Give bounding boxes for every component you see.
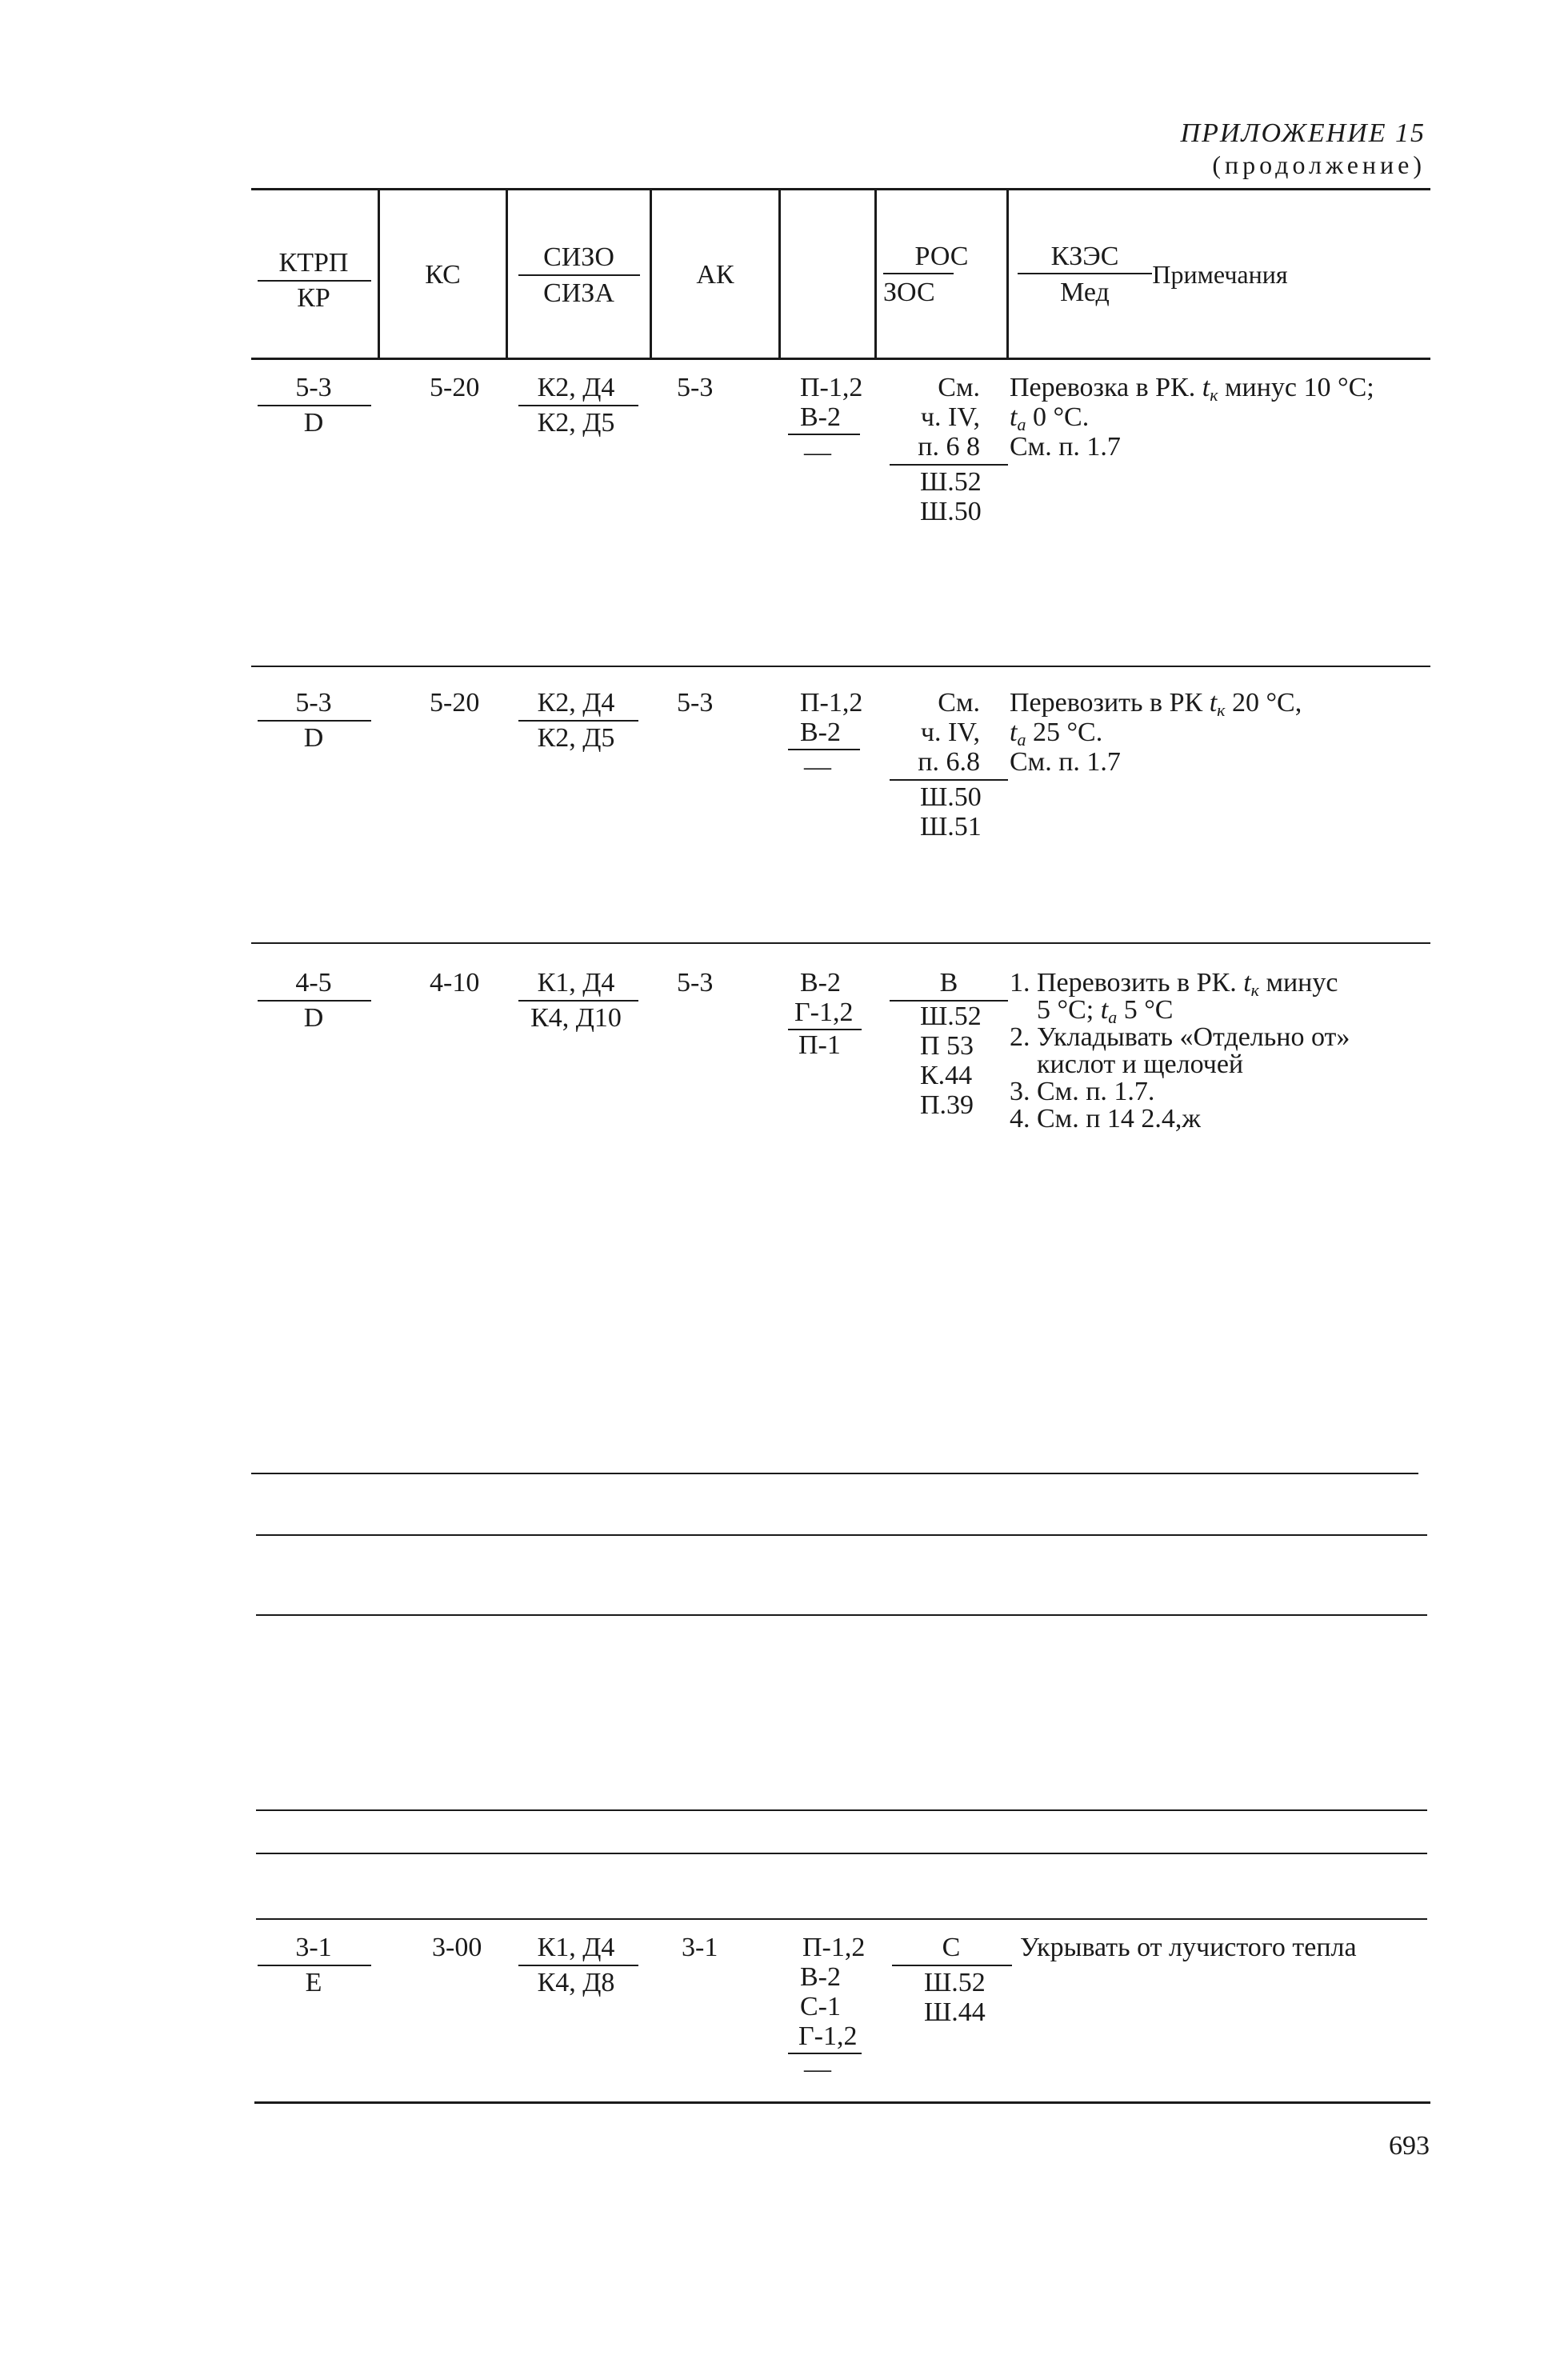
table-row-1-ros-fraction-line [788, 434, 860, 435]
table-row-4-ks: 3-00 [432, 1933, 482, 1962]
table-row-3-kzes-1: В [939, 968, 958, 998]
table-row-3-med-1: Ш.52 [920, 1002, 982, 1031]
table-row-3-note-3: 3. См. п. 1.7. [1010, 1077, 1155, 1106]
table-row-3-ak: 5-3 [677, 968, 714, 998]
table-row-4-kr: Е [305, 1968, 322, 1997]
table-row-3-sizo: К1, Д4 [537, 968, 615, 998]
col-header-ros: РОС [914, 242, 969, 271]
col-header-ktrp-fraction-line [258, 280, 371, 282]
col-header-kr: КР [297, 283, 330, 313]
blank-rule-5 [256, 1918, 1427, 1920]
col-header-ros-fraction-line [883, 273, 954, 274]
col-header-kzes: КЗЭС [1050, 242, 1119, 271]
table-row-1-med-2: Ш.50 [920, 497, 982, 526]
col-divider-2 [506, 190, 508, 358]
table-row-1-notes-line-1: Перевозка в РК. $t_к$ минус 10 °С; [1010, 373, 1374, 405]
table-row-1-ros-1: П-1,2 [800, 373, 863, 402]
table-row-2-kzes-fraction-line [890, 779, 1008, 781]
table-row-3-note-2: 2. Укладывать «Отдельно от» [1010, 1022, 1350, 1052]
table-row-4-notes-line-1: Укрывать от лучистого тепла [1020, 1933, 1357, 1962]
table-row-4-sizo: К1, Д4 [537, 1933, 615, 1962]
table-row-1-siza: К2, Д5 [537, 408, 615, 438]
table-row-2-zos: — [804, 752, 831, 782]
table-row-4-ros-1: П-1,2 [802, 1933, 866, 1962]
table-row-3-ros-2: Г-1,2 [794, 998, 854, 1027]
table-row-2-ks: 5-20 [430, 688, 480, 718]
table-row-1-kzes-2: ч. IV, [920, 402, 980, 432]
table-row-2-notes-line-1: Перевозить в РК $t_к$ 20 °С, [1010, 688, 1302, 720]
row-separator-2 [251, 942, 1430, 944]
table-row-3-med-4: П.39 [920, 1090, 974, 1120]
table-row-4-ak: 3-1 [682, 1933, 718, 1962]
table-row-2-ak: 5-3 [677, 688, 714, 718]
table-row-3-med-2: П 53 [920, 1031, 974, 1061]
table-row-1-sizo-fraction-line [518, 405, 638, 406]
table-row-2-kzes-1: См. [938, 688, 980, 718]
table-row-2-ros-1: П-1,2 [800, 688, 863, 718]
table-row-1-zos: — [804, 438, 831, 467]
table-row-3-ros-1: В-2 [800, 968, 841, 998]
table-row-4-med-2: Ш.44 [924, 1997, 986, 2027]
table-row-2-ros-2: В-2 [800, 718, 841, 747]
table-row-3-ktrp: 4-5 [295, 968, 332, 998]
table-row-1-kzes-1: См. [938, 373, 980, 402]
table-row-2-med-1: Ш.50 [920, 782, 982, 812]
table-row-1-ks: 5-20 [430, 373, 480, 402]
col-divider-6 [1006, 190, 1009, 358]
table-row-1-kzes-fraction-line [890, 464, 1008, 466]
separator-gap [1418, 1473, 1428, 1474]
col-header-ks: КС [425, 260, 461, 290]
table-row-4-sizo-fraction-line [518, 1965, 638, 1966]
blank-rule-2 [256, 1614, 1427, 1616]
table-row-2-kzes-2: ч. IV, [920, 718, 980, 747]
table-row-3-ks: 4-10 [430, 968, 480, 998]
blank-rule-4 [256, 1853, 1427, 1854]
row-separator-3 [251, 1473, 1427, 1474]
table-row-3-siza: К4, Д10 [530, 1003, 622, 1033]
table-row-2-notes-line-2: $t_а$ 25 °С. [1010, 718, 1103, 750]
table-row-4-med-1: Ш.52 [924, 1968, 986, 1997]
table-row-3-ktrp-fraction-line [258, 1000, 371, 1002]
blank-rule-1 [256, 1534, 1427, 1536]
header-bottom-rule [251, 358, 1430, 360]
table-row-1-kzes-3: п. 6 8 [918, 432, 980, 462]
table-row-2-med-2: Ш.51 [920, 812, 982, 842]
table-row-4-ktrp-fraction-line [258, 1965, 371, 1966]
table-row-3-zos: П-1 [798, 1030, 841, 1060]
col-header-ak: АК [696, 260, 734, 290]
table-row-1-sizo: К2, Д4 [537, 373, 615, 402]
table-row-1-kr: D [303, 408, 324, 438]
table-row-2-ktrp: 5-3 [295, 688, 332, 718]
table-row-2-sizo: К2, Д4 [537, 688, 615, 718]
table-row-1-notes-line-2: $t_а$ 0 °С. [1010, 402, 1090, 434]
table-row-1-med-1: Ш.52 [920, 467, 982, 497]
table-row-2-sizo-fraction-line [518, 720, 638, 722]
table-row-2-ktrp-fraction-line [258, 720, 371, 722]
table-row-2-notes-line-3: См. п. 1.7 [1010, 747, 1121, 777]
table-row-4-kzes-1: С [942, 1933, 961, 1962]
table-row-4-kzes-fraction-line [892, 1965, 1012, 1966]
col-header-med: Мед [1060, 278, 1110, 307]
table-row-4-ros-4: Г-1,2 [798, 2021, 858, 2051]
col-divider-5 [874, 190, 877, 358]
table-row-3-note-1-cont: 5 °С; $t_а$ 5 °С [1037, 995, 1174, 1027]
page-number: 693 [1389, 2131, 1430, 2161]
table-row-2-siza: К2, Д5 [537, 723, 615, 753]
table-row-1-ktrp: 5-3 [295, 373, 332, 402]
table-row-4-ros-2: В-2 [800, 1962, 841, 1992]
col-header-zos: ЗОС [883, 278, 935, 307]
table-row-4-ktrp: 3-1 [295, 1933, 332, 1962]
col-header-sizo: СИЗО [543, 242, 614, 272]
table-row-1-ktrp-fraction-line [258, 405, 371, 406]
col-header-sizo-fraction-line [518, 274, 640, 276]
table-row-1-ak: 5-3 [677, 373, 714, 402]
table-row-1-notes-line-3: См. п. 1.7 [1010, 432, 1121, 462]
col-header-siza: СИЗА [543, 278, 614, 308]
table-bottom-rule [254, 2101, 1430, 2104]
col-divider-4 [778, 190, 781, 358]
table-row-4-ros-3: С-1 [800, 1992, 841, 2021]
table-row-2-kr: D [303, 723, 324, 753]
table-row-3-kr: D [303, 1003, 324, 1033]
blank-rule-3 [256, 1809, 1427, 1811]
table-row-3-sizo-fraction-line [518, 1000, 638, 1002]
table-row-4-siza: К4, Д8 [537, 1968, 615, 1997]
table-row-2-ros-fraction-line [788, 749, 860, 750]
col-header-notes: Примечания [1152, 260, 1288, 289]
table-row-3-med-3: К.44 [920, 1061, 973, 1090]
table-row-3-note-4: 4. См. п 14 2.4,ж [1010, 1104, 1201, 1134]
table-row-1-ros-2: В-2 [800, 402, 841, 432]
appendix-title: ПРИЛОЖЕНИЕ 15 [1180, 118, 1426, 148]
row-separator-1 [251, 666, 1430, 667]
table-row-2-kzes-3: п. 6.8 [918, 747, 980, 777]
continued-label: (продолжение) [1212, 150, 1426, 179]
table-row-4-zos: — [804, 2054, 831, 2084]
table-top-rule [251, 188, 1430, 190]
table-row-3-note-1: 1. Перевозить в РК. $t_к$ минус [1010, 968, 1338, 1000]
col-header-ktrp: КТРП [278, 248, 349, 278]
table-row-3-note-2-cont: кислот и щелочей [1037, 1050, 1244, 1079]
